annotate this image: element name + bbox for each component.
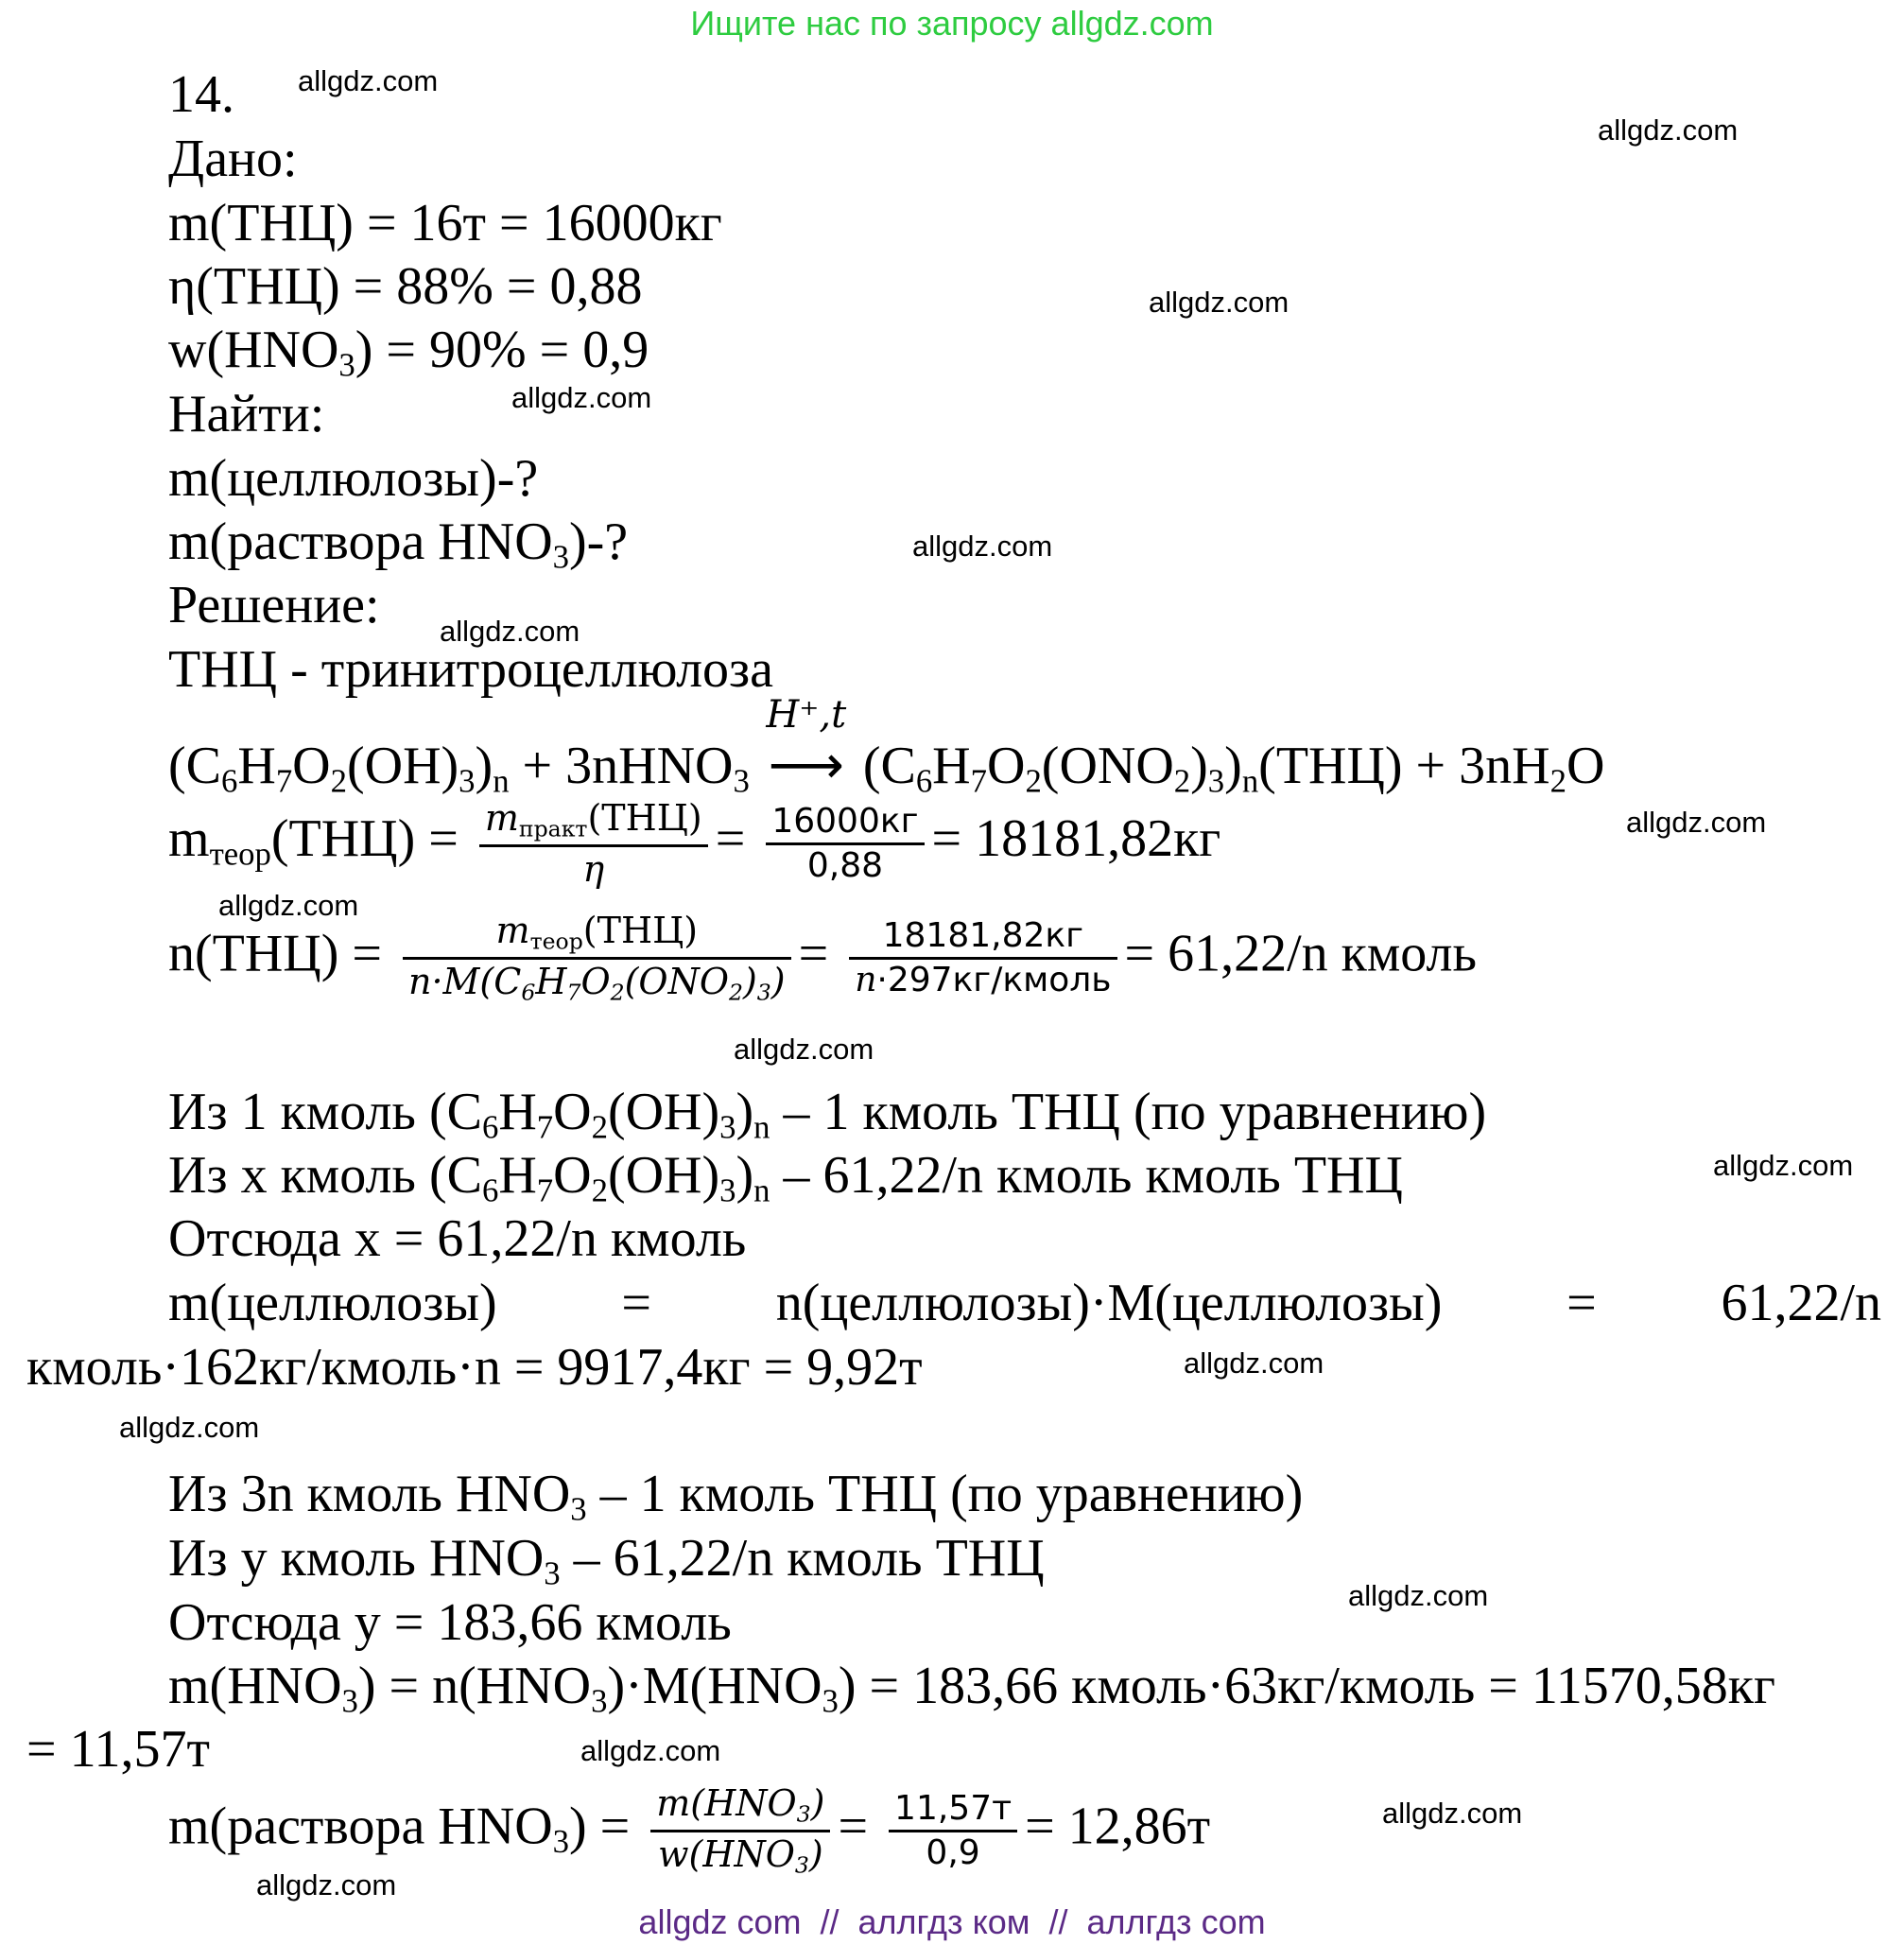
watermark: allgdz.com xyxy=(440,615,580,648)
fraction-18181-over-297: $\frac{18181,82кг}{\text{n·297кг/кмоль}}$ xyxy=(849,919,1116,998)
fraction-mass-over-molar: $\frac{m_{теор}(ТНЦ)}{n\cdot M(C_6H_7O_2(ONO_2)_3)}$ xyxy=(403,912,791,1004)
watermark: allgdz.com xyxy=(1184,1346,1324,1380)
given-fraction-hno3: $w(HNO_3) = 90\% = 0,9$ xyxy=(168,321,649,384)
thc-moles-equation: n(ТНЦ) = $\frac{m_{теор}(ТНЦ)}{n\cdot M(C_6H_7O_2(ONO_2)_3)}$ = $\frac{18181,82кг}{\text{n·297кг/кмоль}}$ = 61,22/n кмоль xyxy=(168,910,1478,1006)
reaction-condition: H⁺,t xyxy=(766,693,847,737)
given-title: Дано: xyxy=(168,130,298,188)
cellulose-ratio-1: Из 1 кмоль $(C_6H_7O_2(OH)_3)_n - 1$ кмоль ТНЦ (по уравнению) xyxy=(168,1083,1487,1146)
find-title: Найти: xyxy=(168,385,325,443)
watermark: allgdz.com xyxy=(1348,1579,1489,1612)
acid-ratio-1: Из 3n кмоль $HNO_3 - 1$ кмоль ТНЦ (по уравнению) xyxy=(168,1465,1304,1528)
fraction-mass-over-fraction: $\frac{m(HNO_3)}{w(HNO_3)}$ xyxy=(650,1785,830,1877)
watermark: allgdz.com xyxy=(1626,806,1767,839)
watermark: allgdz.com xyxy=(912,530,1053,563)
watermark: allgdz.com xyxy=(298,64,439,97)
problem-number: 14. xyxy=(168,65,234,124)
watermark: allgdz.com xyxy=(119,1411,260,1444)
acid-ratio-2: Из y кмоль $HNO_3 - 61,22/n$ кмоль ТНЦ xyxy=(168,1529,1045,1592)
fraction-1157-over-09: $\frac{11,57т}{0,9}$ xyxy=(889,1792,1017,1870)
reaction-arrow: H⁺,t ⟶ xyxy=(759,739,854,792)
watermark: allgdz.com xyxy=(1598,113,1739,147)
watermark: allgdz.com xyxy=(580,1734,721,1767)
cellulose-mass-line-2: кмоль·162кг/кмоль·n = 9917,4кг = 9,92т xyxy=(26,1338,923,1397)
theoretical-mass-equation: $m_{теор}(ТНЦ)$ = $\frac{m_{практ}(ТНЦ)}{\eta}$ = $\frac{16000кг}{0,88}$ = 18181,82кг xyxy=(168,797,1221,891)
fraction-16000-over-088: $\frac{16000кг}{0,88}$ xyxy=(766,805,924,883)
fraction-practical-over-yield: $\frac{m_{практ}(ТНЦ)}{\eta}$ xyxy=(479,800,708,887)
watermark: allgdz.com xyxy=(256,1868,397,1902)
watermark: allgdz.com xyxy=(511,381,652,414)
solution-mass-equation: m(раствора $HNO_3$) = $\frac{m(HNO_3)}{w(HNO_3)}$ = $\frac{11,57т}{0,9}$ = 12,86т xyxy=(168,1782,1211,1879)
acid-mass-line-2: = 11,57т xyxy=(26,1720,210,1779)
solution-title: Решение: xyxy=(168,576,380,634)
find-cellulose-mass: m(целлюлозы)-? xyxy=(168,449,539,508)
footer-watermark: allgdz com // аллгдз ком // аллгдз com xyxy=(638,1902,1266,1941)
watermark: allgdz.com xyxy=(1713,1149,1854,1182)
acid-hence: Отсюда y = 183,66 кмоль xyxy=(168,1593,732,1652)
search-banner: Ищите нас по запросу allgdz.com xyxy=(690,4,1214,43)
acid-mass-line-1: $m(HNO_3) = n(HNO_3)\cdot M(HNO_3) = 183,66$ кмоль·63кг/кмоль = 11570,58кг xyxy=(168,1657,1775,1720)
watermark: allgdz.com xyxy=(218,889,359,922)
cellulose-ratio-2: Из x кмоль $(C_6H_7O_2(OH)_3)_n - 61,22/n$ кмоль кмоль ТНЦ xyxy=(168,1146,1403,1209)
watermark: allgdz.com xyxy=(734,1033,874,1066)
thc-definition: ТНЦ - тринитроцеллюлоза xyxy=(168,640,774,699)
watermark: allgdz.com xyxy=(1149,286,1290,319)
watermark: allgdz.com xyxy=(1382,1797,1523,1830)
reaction-equation: $(C_6H_7O_2(OH)_3)_n$ + 3nHNO$_3$ H⁺,t ⟶ $(C_6H_7O_2(ONO_2)_3)_n(ТНЦ) + 3nH_2O$ xyxy=(168,693,1605,800)
find-solution-mass: m(раствора $HNO_3)-$? xyxy=(168,512,629,576)
cellulose-hence: Отсюда x = 61,22/n кмоль xyxy=(168,1209,747,1268)
given-mass-thc: m(ТНЦ) = 16т = 16000кг xyxy=(168,194,722,252)
cellulose-mass-line-1: m(целлюлозы) = n(целлюлозы)·M(целлюлозы) = 61,22/n xyxy=(168,1274,1881,1332)
given-yield-thc: η(ТНЦ) = 88% = 0,88 xyxy=(168,257,643,316)
